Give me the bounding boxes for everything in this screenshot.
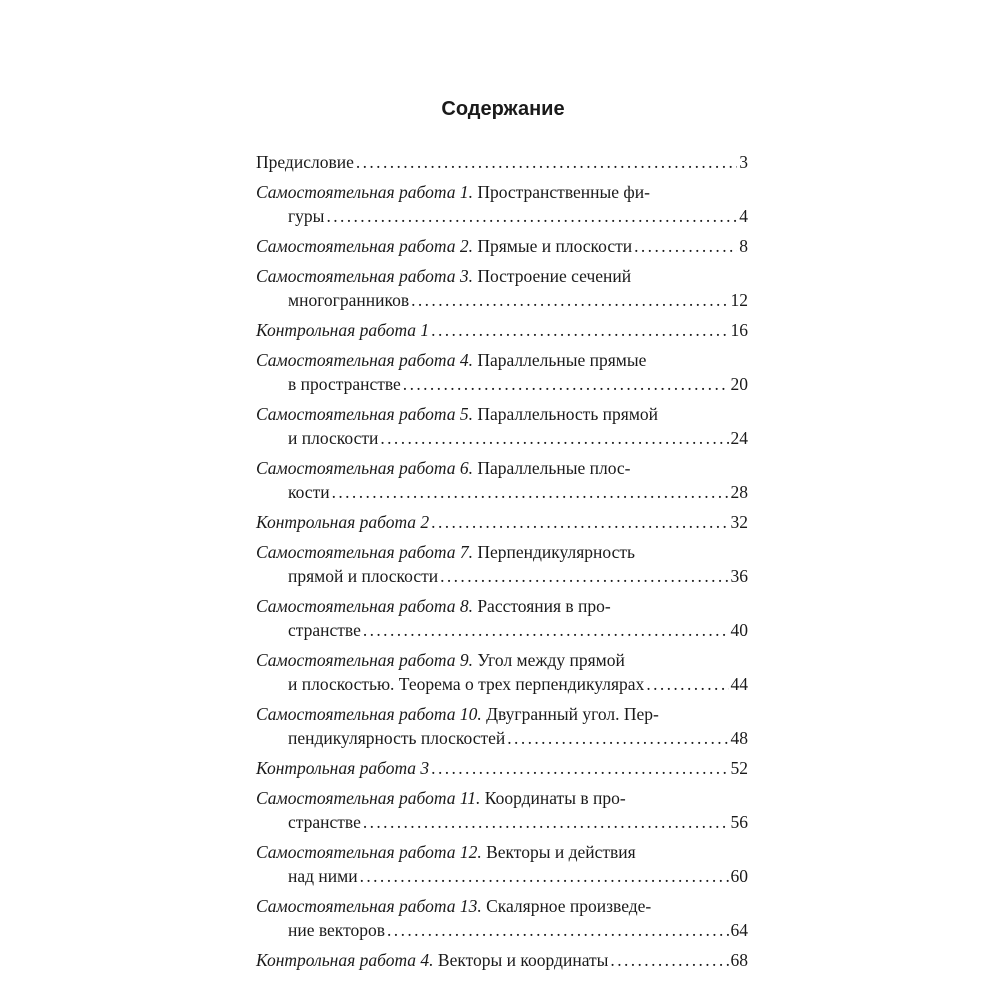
page-number: 3 [739,152,748,172]
dot-leader [431,318,728,342]
dot-leader [380,426,728,450]
page-number: 32 [730,512,748,532]
toc-entry[interactable] [256,264,748,312]
toc-entry[interactable] [256,402,748,450]
toc-entry-text [288,810,361,834]
toc-entry[interactable] [256,510,748,534]
toc-entry-text [256,648,625,672]
toc-entry-text [288,372,401,396]
toc-entry-work-label: Контрольная работа 2 [256,512,430,532]
page-number: 60 [730,866,748,886]
page-number: 16 [730,320,748,340]
toc-entry-text [288,564,438,588]
toc-line [256,372,748,396]
toc-entry-topic: гуры [288,206,325,226]
toc-entry-work-label: Самостоятельная работа 13. [256,896,482,916]
toc-entry-text [288,864,358,888]
toc-entry-topic: в пространстве [288,374,401,394]
page-number: 12 [730,290,748,310]
dot-leader [363,810,729,834]
dot-leader [411,288,728,312]
toc-entry-work-label: Самостоятельная работа 9. [256,650,473,670]
toc-entry[interactable] [256,948,748,972]
toc-entry[interactable] [256,456,748,504]
toc-entry[interactable] [256,180,748,228]
toc-entry-text [256,150,354,174]
toc-entry-text [256,402,658,426]
page-number: 24 [730,428,748,448]
toc-line [256,480,748,504]
toc-line [256,726,748,750]
toc-entry-topic: странстве [288,812,361,832]
toc-entry-text [256,510,429,534]
toc-entry-topic: Расстояния в про- [472,596,611,616]
toc-line [256,288,748,312]
dot-leader [356,150,737,174]
toc-entry-topic: многогранников [288,290,410,310]
toc-entry-work-label: Самостоятельная работа 2. [256,236,473,256]
toc-entry-text [256,840,636,864]
toc-line [256,234,748,258]
page-number: 52 [730,758,748,778]
toc-entry[interactable] [256,318,748,342]
toc-entry-work-label: Самостоятельная работа 3. [256,266,473,286]
toc-line [256,456,748,480]
toc-entry-topic: Параллельные плос- [472,458,631,478]
toc-entry-text [288,288,409,312]
toc-entry-work-label: Контрольная работа 4. [256,950,434,970]
toc-line [256,918,748,942]
toc-line [256,540,748,564]
toc-line [256,402,748,426]
toc-entry-text [256,786,626,810]
toc-entry[interactable] [256,234,748,258]
toc-line [256,510,748,534]
toc-entry-topic: пендикулярность плоскостей [288,728,506,748]
toc-entry-topic: над ними [288,866,358,886]
toc-entry-topic: Предисловие [256,152,354,172]
toc-line [256,840,748,864]
toc-line [256,948,748,972]
toc-entry-text [288,726,505,750]
toc-entry-topic: Координаты в про- [480,788,626,808]
toc-line [256,426,748,450]
toc-entry-text [288,918,385,942]
toc-entry-text [256,894,651,918]
toc-entry-work-label: Самостоятельная работа 1. [256,182,473,202]
toc-entry-work-label: Самостоятельная работа 11. [256,788,481,808]
toc-entry[interactable] [256,594,748,642]
toc-line [256,204,748,228]
page-number: 4 [739,206,748,226]
page-number: 20 [730,374,748,394]
toc-line [256,648,748,672]
toc-line [256,150,748,174]
page-number: 48 [730,728,748,748]
toc-entry-work-label: Контрольная работа 1 [256,320,430,340]
toc-entry[interactable] [256,648,748,696]
toc-entry-work-label: Самостоятельная работа 12. [256,842,482,862]
toc-entry-text [288,672,644,696]
toc-entry-text [256,234,632,258]
dot-leader [634,234,737,258]
toc-entry-text [256,348,646,372]
toc-entry-topic: Векторы и действия [481,842,636,862]
toc-entry-topic: Двугранный угол. Пер- [481,704,659,724]
toc-entry-text [256,456,631,480]
page-number: 56 [730,812,748,832]
toc-entry-topic: прямой и плоскости [288,566,439,586]
toc-entry-text [256,540,635,564]
page-number: 8 [739,236,748,256]
toc-entry-work-label: Самостоятельная работа 8. [256,596,473,616]
toc-entry-topic: Прямые и плоскости [472,236,633,256]
toc-entry-text [256,948,608,972]
toc-entry-topic: и плоскостью. Теорема о трех перпендикулярах [288,674,645,694]
toc-entry-text [256,756,429,780]
dot-leader [360,864,729,888]
toc-line [256,564,748,588]
toc-line [256,594,748,618]
toc-entry-topic: Векторы и координаты [433,950,609,970]
toc-entry-text [256,702,659,726]
toc-entry-topic: Угол между прямой [472,650,625,670]
toc-line [256,702,748,726]
page-title: Содержание [441,98,565,120]
toc-entry-topic: Перпендикулярность [472,542,635,562]
toc-entry-work-label: Самостоятельная работа 5. [256,404,473,424]
toc-entry[interactable] [256,702,748,750]
page-number: 44 [730,674,748,694]
toc-entry-work-label: Самостоятельная работа 10. [256,704,482,724]
toc-line [256,786,748,810]
dot-leader [403,372,729,396]
toc-entry[interactable] [256,894,748,942]
toc-entry-topic: кости [288,482,330,502]
dot-leader [332,480,729,504]
toc-entry-text [256,264,631,288]
toc-entry-text [256,180,650,204]
toc-line [256,756,748,780]
table-of-contents [256,150,748,978]
page-number: 36 [730,566,748,586]
toc-entry-topic: Пространственные фи- [472,182,650,202]
dot-leader [440,564,728,588]
toc-entry-topic: Параллельные прямые [472,350,647,370]
toc-line [256,348,748,372]
toc-entry-text [256,318,429,342]
toc-entry-work-label: Контрольная работа 3 [256,758,430,778]
dot-leader [387,918,728,942]
dot-leader [363,618,729,642]
toc-entry-topic: Построение сечений [472,266,632,286]
toc-entry[interactable] [256,540,748,588]
dot-leader [326,204,737,228]
dot-leader [646,672,728,696]
toc-entry-text [288,480,330,504]
toc-entry-text [288,204,324,228]
toc-line [256,672,748,696]
toc-entry-topic: ние векторов [288,920,386,940]
dot-leader [431,756,728,780]
toc-entry-text [256,594,611,618]
toc-line [256,264,748,288]
dot-leader [610,948,728,972]
toc-entry[interactable] [256,348,748,396]
dot-leader [431,510,728,534]
page-number: 64 [730,920,748,940]
toc-entry-topic: Параллельность прямой [472,404,659,424]
toc-entry-topic: Скалярное произведе- [481,896,652,916]
toc-entry[interactable] [256,786,748,834]
toc-entry-topic: странстве [288,620,361,640]
toc-entry-work-label: Самостоятельная работа 7. [256,542,473,562]
toc-entry-text [288,618,361,642]
toc-line [256,180,748,204]
page-number: 68 [730,950,748,970]
toc-entry[interactable] [256,150,748,174]
toc-line [256,318,748,342]
toc-entry-work-label: Самостоятельная работа 6. [256,458,473,478]
page-number: 28 [730,482,748,502]
toc-entry-topic: и плоскости [288,428,379,448]
toc-line [256,864,748,888]
toc-line [256,894,748,918]
toc-entry[interactable] [256,756,748,780]
toc-line [256,810,748,834]
dot-leader [507,726,728,750]
page-number: 40 [730,620,748,640]
toc-entry-text [288,426,378,450]
toc-entry-work-label: Самостоятельная работа 4. [256,350,473,370]
toc-line [256,618,748,642]
toc-entry[interactable] [256,840,748,888]
